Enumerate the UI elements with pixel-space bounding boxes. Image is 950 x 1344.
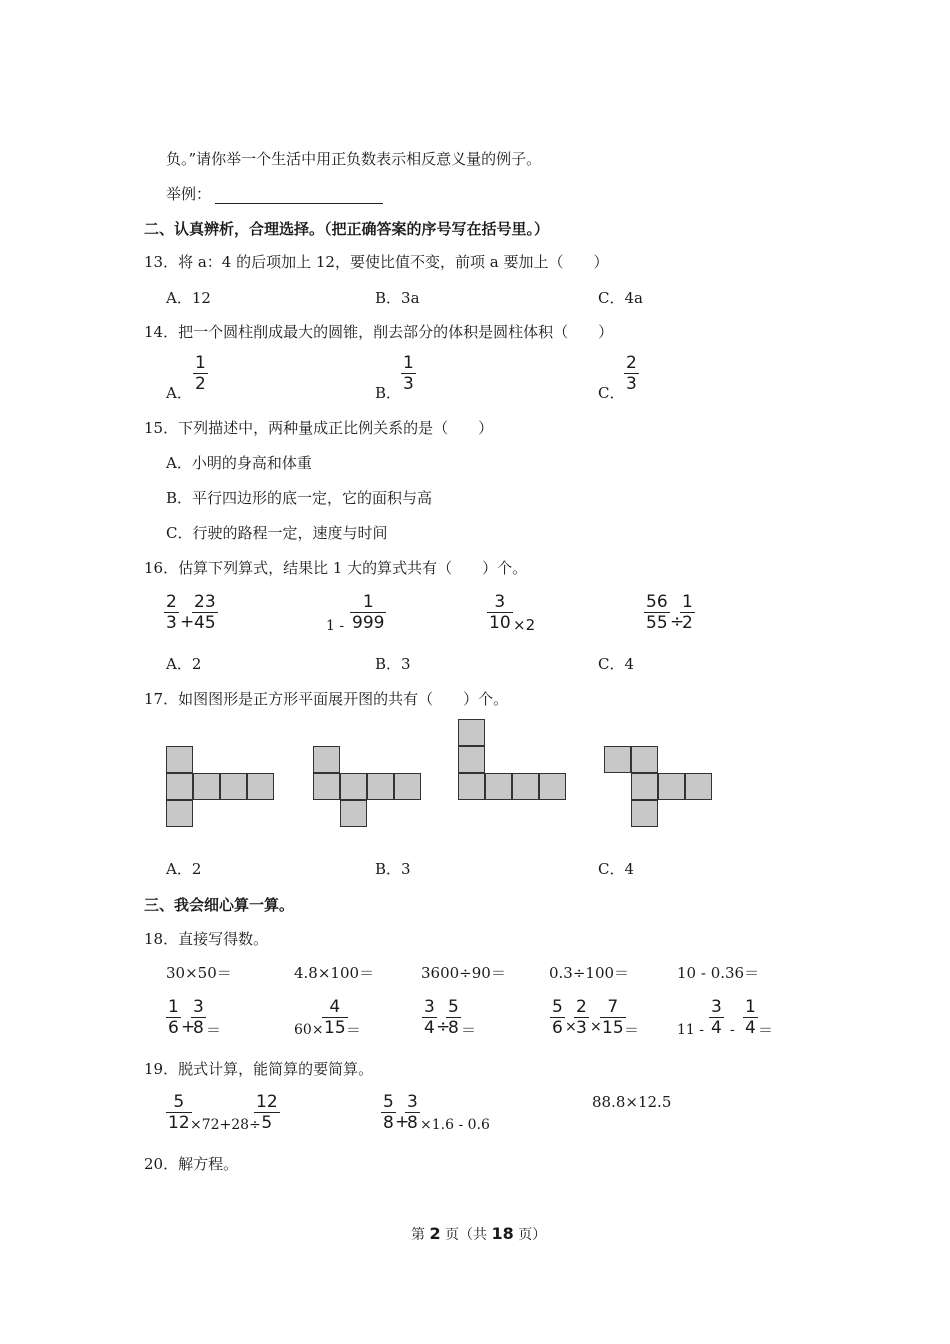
q18-e4-frac2: [574, 997, 589, 1038]
q18-e4-frac3: [600, 997, 626, 1038]
denominator: 6: [552, 1018, 563, 1038]
footer-mid: 页（共: [440, 1227, 492, 1243]
q13-stem: 13．将 a：4 的后项加上 12，要使比值不变，前项 a 要加上（ ）: [144, 253, 609, 271]
answer-blank[interactable]: [215, 187, 383, 204]
net-square: [220, 773, 247, 800]
q16-e4-frac1: [644, 592, 670, 633]
page-footer: [411, 1224, 546, 1244]
q15-option-b[interactable]: B．平行四边形的底一定，它的面积与高: [166, 489, 433, 507]
q18-stem: 18．直接写得数。: [144, 930, 269, 948]
q18-e2-eq: ＝: [346, 1021, 362, 1039]
q18-e4-op2: ×: [590, 1019, 602, 1035]
q13-option-a[interactable]: A．12: [166, 289, 211, 307]
numerator: 2: [166, 592, 177, 612]
q18-e4-frac1: [550, 997, 565, 1038]
q18-e3-op: ÷: [436, 1017, 451, 1037]
denominator: 12: [168, 1113, 190, 1133]
q14-frac-c: [624, 353, 639, 394]
denominator: 55: [646, 613, 668, 633]
q18-e5-frac1: [709, 997, 724, 1038]
q14-stem: 14．把一个圆柱削成最大的圆锥，削去部分的体积是圆柱体积（ ）: [144, 323, 614, 341]
q18-e4-eq: ＝: [624, 1021, 640, 1039]
q18-e1-frac1: [166, 997, 181, 1038]
q14-option-a[interactable]: A．: [166, 384, 192, 402]
net-square: [458, 719, 485, 746]
q15-stem: 15．下列描述中，两种量成正比例关系的是（ ）: [144, 419, 494, 437]
q16-e1-op: +: [180, 612, 195, 632]
numerator: 23: [194, 592, 216, 612]
numerator: 1: [745, 997, 756, 1017]
denominator: 999: [352, 613, 385, 633]
net-square: [604, 746, 631, 773]
denominator: 8: [407, 1113, 418, 1133]
net-square: [166, 746, 193, 773]
q18-e3-eq: ＝: [461, 1021, 477, 1039]
q20-stem: 20．解方程。: [144, 1155, 239, 1173]
q16-e2-pre: [326, 618, 344, 634]
numerator: 2: [576, 997, 587, 1017]
q18-r1-2: 4.8×100＝: [294, 964, 375, 982]
q16-e1-frac2: [192, 592, 218, 633]
denominator: 45: [194, 613, 216, 633]
denominator: 4: [711, 1018, 722, 1038]
net-square: [193, 773, 220, 800]
q18-e5-op: -: [730, 1022, 735, 1038]
numerator: 3: [494, 592, 506, 612]
numerator: 3: [424, 997, 435, 1017]
q18-e1-eq: ＝: [206, 1021, 222, 1039]
denominator: 6: [168, 1018, 179, 1038]
section3-title: 三、我会细心算一算。: [144, 896, 295, 914]
q15-option-a[interactable]: A．小明的身高和体重: [166, 454, 312, 472]
numerator: 1: [362, 592, 374, 612]
net-square: [458, 773, 485, 800]
q18-e2-pre: 60×: [294, 1022, 324, 1038]
net-square: [658, 773, 685, 800]
q18-r1-1: 30×50＝: [166, 964, 232, 982]
footer-page-number: 2: [429, 1224, 441, 1243]
numerator: 1: [195, 353, 206, 373]
q15-option-c[interactable]: C．行驶的路程一定，速度与时间: [166, 524, 388, 542]
net-square: [458, 746, 485, 773]
q17-option-b[interactable]: B．3: [375, 860, 411, 878]
q13-option-c[interactable]: C．4a: [598, 289, 643, 307]
q14-option-c[interactable]: C．: [598, 384, 625, 402]
q18-e3-frac1: [422, 997, 437, 1038]
denominator: 2: [195, 374, 206, 394]
numerator: 1: [403, 353, 414, 373]
numerator: 3: [711, 997, 722, 1017]
net-square: [340, 773, 367, 800]
numerator: 1: [682, 592, 693, 612]
net-square: [367, 773, 394, 800]
q16-e1-frac1: [164, 592, 179, 633]
net-square: [394, 773, 421, 800]
q19-e2-op: +: [395, 1112, 410, 1132]
q16-option-c[interactable]: C．4: [598, 655, 635, 673]
denominator: 3: [626, 374, 637, 394]
denominator: 8: [383, 1113, 394, 1133]
net-square: [313, 746, 340, 773]
q17-option-a[interactable]: A．2: [166, 860, 202, 878]
denominator: 5: [254, 1112, 280, 1133]
q18-r1-5: 10 - 0.36＝: [677, 964, 760, 982]
numerator: 5: [383, 1092, 394, 1112]
numerator: 4: [329, 997, 341, 1017]
net-square: [631, 746, 658, 773]
footer-post: 页）: [513, 1227, 547, 1243]
q18-e3-frac2: [446, 997, 461, 1038]
denominator: 3: [166, 613, 177, 633]
denominator: 8: [448, 1018, 459, 1038]
numerator: 3: [193, 997, 204, 1017]
q12-example-label: 举例：: [166, 185, 212, 203]
denominator: 15: [324, 1018, 346, 1038]
denominator: 15: [602, 1018, 624, 1038]
numerator: 5: [173, 1092, 185, 1112]
q19-e1-frac1: [166, 1092, 192, 1133]
footer-total-pages: 18: [491, 1224, 514, 1243]
denominator: 4: [745, 1018, 756, 1038]
denominator: 10: [489, 613, 511, 633]
q16-e3-post: ×2: [513, 616, 536, 634]
q14-frac-b: [401, 353, 416, 394]
q18-e5-pre: 11 -: [677, 1022, 704, 1038]
q16-e2-one: 1: [326, 618, 335, 634]
numerator: 5: [448, 997, 459, 1017]
q16-e2-frac: [350, 592, 386, 633]
net-square: [631, 773, 658, 800]
q19-e3: 88.8×12.5: [592, 1093, 672, 1111]
q16-option-a[interactable]: A．2: [166, 655, 202, 673]
net-square: [631, 800, 658, 827]
q14-option-b[interactable]: B．: [375, 384, 402, 402]
q18-e4-op1: ×: [565, 1019, 577, 1035]
section2-title: 二、认真辨析，合理选择。（把正确答案的序号写在括号里。）: [144, 220, 550, 238]
q19-e1-mid: ×72+28÷: [190, 1117, 261, 1133]
q19-stem: 19．脱式计算，能简算的要简算。: [144, 1060, 374, 1078]
numerator: 3: [407, 1092, 418, 1112]
net-square: [685, 773, 712, 800]
q16-e3-frac: [487, 592, 513, 633]
footer-pre: 第: [411, 1227, 430, 1243]
net-square: [247, 773, 274, 800]
q12-example-row: [166, 183, 383, 204]
q18-e2-frac: [322, 997, 348, 1038]
denominator: 3: [576, 1018, 587, 1038]
q18-r1-3: 3600÷90＝: [421, 964, 506, 982]
q16-e4-frac2: [680, 592, 695, 633]
numerator: 2: [626, 353, 637, 373]
denominator: 3: [403, 374, 414, 394]
denominator: 2: [682, 613, 693, 633]
numerator: 56: [646, 592, 668, 612]
q18-e1-op: +: [181, 1017, 196, 1037]
numerator: 1: [168, 997, 179, 1017]
denominator: 4: [424, 1018, 435, 1038]
net-square: [313, 773, 340, 800]
net-square: [340, 800, 367, 827]
q13-option-b[interactable]: B．3a: [375, 289, 420, 307]
q18-e1-frac2: [191, 997, 206, 1038]
net-square: [512, 773, 539, 800]
q16-e4-op: ÷: [670, 612, 685, 632]
q18-e5-eq: ＝: [758, 1021, 774, 1039]
q16-e2-op: -: [339, 618, 345, 634]
q19-e2-frac2: [405, 1092, 420, 1133]
q14-frac-a: [193, 353, 208, 394]
q12-tail-line: 负。”请你举一个生活中用正负数表示相反意义量的例子。: [166, 150, 542, 168]
q19-e2-frac1: [381, 1092, 396, 1133]
numerator: 12: [256, 1092, 278, 1112]
net-square: [166, 773, 193, 800]
q16-stem: 16．估算下列算式，结果比 1 大的算式共有（ ）个。: [144, 559, 528, 577]
q19-e2-post: ×1.6 - 0.6: [420, 1117, 490, 1133]
q17-option-c[interactable]: C．4: [598, 860, 635, 878]
denominator: 8: [193, 1018, 204, 1038]
net-square: [539, 773, 566, 800]
net-square: [166, 800, 193, 827]
q17-stem: 17．如图图形是正方形平面展开图的共有（ ）个。: [144, 690, 509, 708]
numerator: 7: [607, 997, 619, 1017]
q18-e5-frac2: [743, 997, 758, 1038]
q18-r1-4: 0.3÷100＝: [549, 964, 630, 982]
numerator: 5: [552, 997, 563, 1017]
q16-option-b[interactable]: B．3: [375, 655, 411, 673]
q19-e1-frac2: [254, 1092, 280, 1133]
net-square: [485, 773, 512, 800]
